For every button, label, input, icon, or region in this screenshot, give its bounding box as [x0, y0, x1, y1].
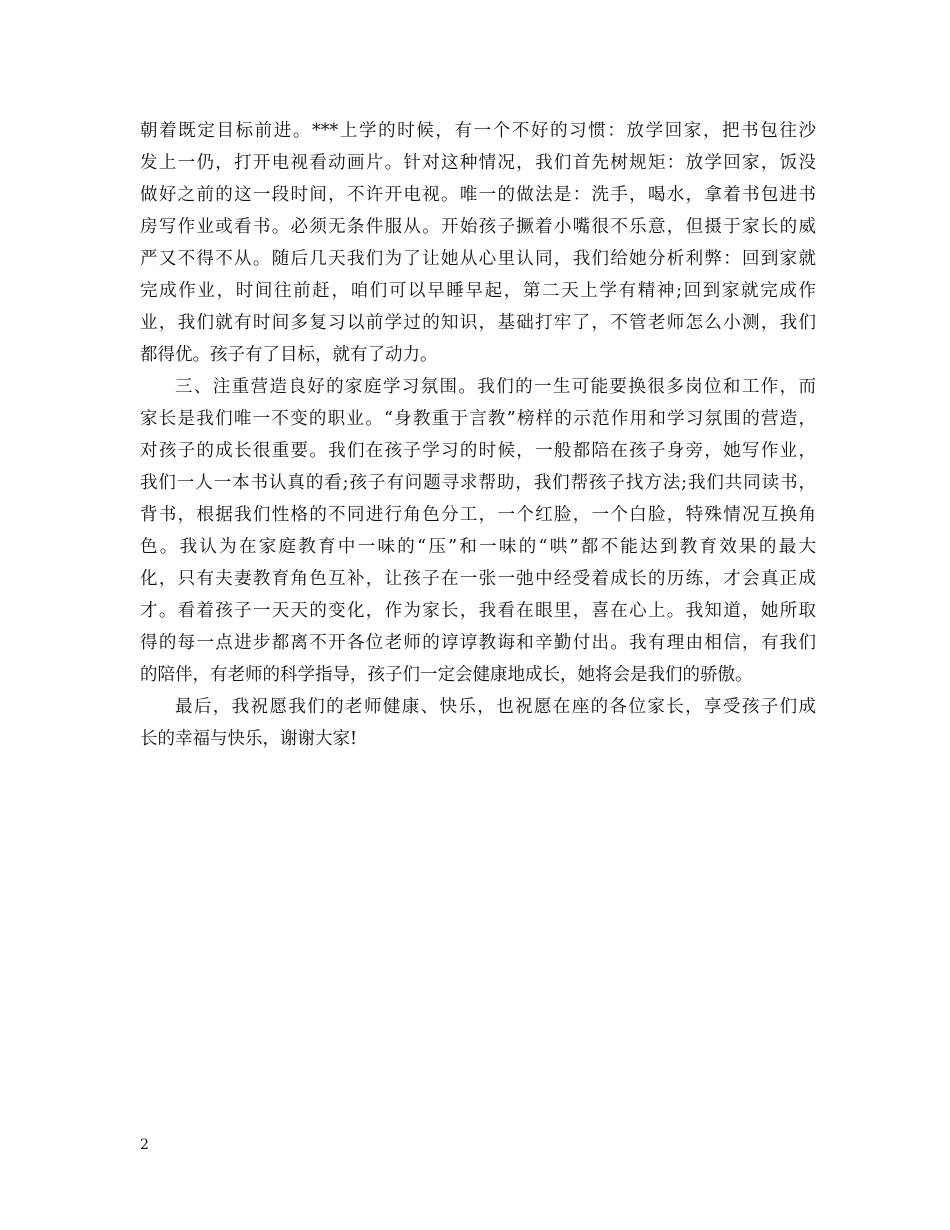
- text-line: 色。我认为在家庭教育中一味的“压”和一味的“哄”都不能达到教育效果的最大: [140, 537, 816, 557]
- text-line: 最后，我祝愿我们的老师健康、快乐，也祝愿在座的各位家长，享受孩子们成: [175, 697, 816, 717]
- text-line: 房写作业或看书。必须无条件服从。开始孩子撅着小嘴很不乐意，但摄于家长的威: [140, 217, 816, 237]
- paragraph-2: [140, 371, 816, 691]
- text-line: 严又不得不从。随后几天我们为了让她从心里认同，我们给她分析利弊：回到家就: [140, 249, 816, 269]
- text-line: 才。看着孩子一天天的变化，作为家长，我看在眼里，喜在心上。我知道，她所取: [140, 601, 816, 621]
- text-line: 得的每一点进步都离不开各位老师的谆谆教诲和辛勤付出。我有理由相信，有我们: [140, 633, 816, 653]
- text-line: 对孩子的成长很重要。我们在孩子学习的时候，一般都陪在孩子身旁，她写作业，: [140, 441, 816, 461]
- text-line: 做好之前的这一段时间，不许开电视。唯一的做法是：洗手，喝水，拿着书包进书: [140, 185, 816, 205]
- text-line: 业，我们就有时间多复习以前学过的知识，基础打牢了，不管老师怎么小测，我们: [140, 313, 816, 333]
- page-number: 2: [140, 1137, 149, 1153]
- paragraph-3: [140, 691, 816, 755]
- text-line: 我们一人一本书认真的看;孩子有问题寻求帮助，我们帮孩子找方法;我们共同读书，: [140, 473, 816, 493]
- text-line: 朝着既定目标前进。***上学的时候，有一个不好的习惯：放学回家，把书包往沙: [140, 121, 816, 141]
- text-line: 完成作业，时间往前赶，咱们可以早睡早起，第二天上学有精神;回到家就完成作: [140, 281, 816, 301]
- text-line: 都得优。孩子有了目标，就有了动力。: [140, 345, 438, 365]
- text-line: 的陪伴，有老师的科学指导，孩子们一定会健康地成长，她将会是我们的骄傲。: [140, 665, 753, 685]
- text-line: 三、注重营造良好的家庭学习氛围。我们的一生可能要换很多岗位和工作，而: [175, 377, 816, 397]
- text-line: 背书，根据我们性格的不同进行角色分工，一个红脸，一个白脸，特殊情况互换角: [140, 505, 816, 525]
- paragraph-1: [140, 115, 816, 371]
- text-line: 家长是我们唯一不变的职业。“身教重于言教”榜样的示范作用和学习氛围的营造，: [140, 409, 816, 429]
- text-line: 长的幸福与快乐，谢谢大家!: [140, 729, 358, 749]
- body-text: [140, 115, 816, 755]
- text-line: 化，只有夫妻教育角色互补，让孩子在一张一弛中经受着成长的历练，才会真正成: [140, 569, 816, 589]
- text-line: 发上一仍，打开电视看动画片。针对这种情况，我们首先树规矩：放学回家，饭没: [140, 153, 816, 173]
